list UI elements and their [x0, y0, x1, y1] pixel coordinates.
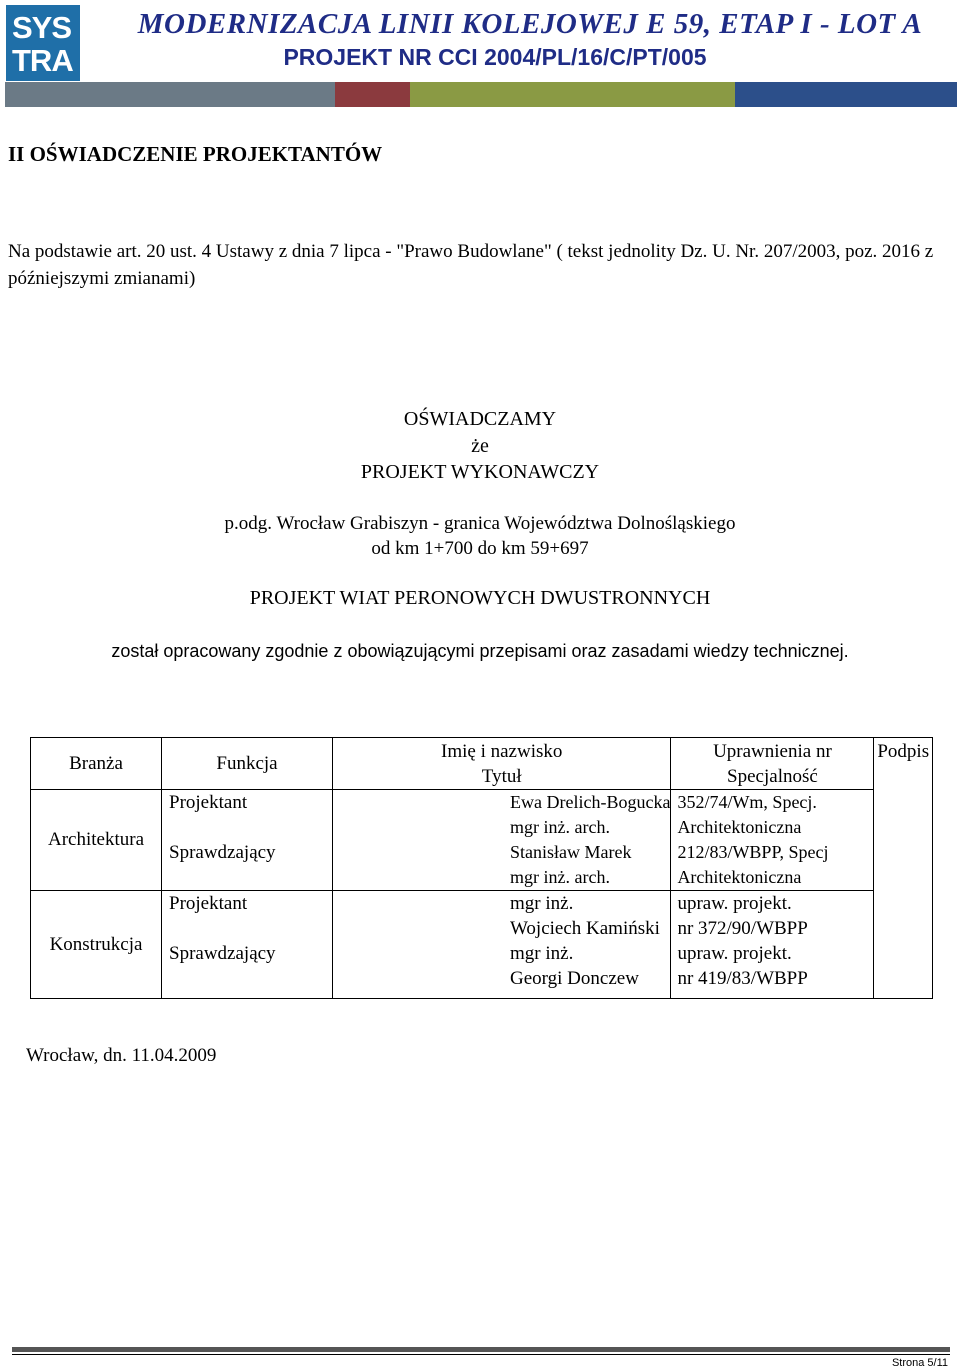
- header-bar-grey: [5, 82, 335, 107]
- logo-text-line2: TRA: [12, 43, 73, 78]
- footer-rule-thin: [12, 1354, 950, 1355]
- declaration-location: p.odg. Wrocław Grabiszyn - granica Województwa Dolnośląskiego: [224, 513, 736, 534]
- document-title: MODERNIZACJA LINII KOLEJOWEJ E 59, ETAP I - LOT A: [137, 8, 923, 40]
- declaration-line-2: że: [471, 435, 489, 457]
- branza-label: Architektura: [47, 829, 144, 850]
- name-line: Wojciech Kamiński: [510, 918, 660, 939]
- table-row-architektura: [31, 790, 933, 891]
- header-uprawnienia: [671, 738, 874, 790]
- title-line: mgr inż.: [510, 893, 574, 914]
- license-type: upraw. projekt.: [677, 943, 792, 964]
- license-specialty: Architektoniczna: [677, 867, 802, 887]
- license-number: nr 419/83/WBPP: [677, 968, 808, 989]
- branza-label: Konstrukcja: [49, 933, 143, 955]
- title-line: mgr inż. arch.: [510, 817, 610, 837]
- place-and-date: Wrocław, dn. 11.04.2009: [26, 1045, 217, 1066]
- funkcja-sprawdzajacy: Sprawdzający: [169, 943, 276, 964]
- project-number: PROJEKT NR CCI 2004/PL/16/C/PT/005: [283, 44, 707, 70]
- branza-architektura: [31, 790, 162, 891]
- legal-basis-text: Na podstawie art. 20 ust. 4 Ustawy z dnia 7 lipca - "Prawo Budowlane" ( tekst jednolity Dz. U. Nr. 207/2003, poz. 2016 z późniejszymi zmianami): [8, 241, 934, 289]
- name-cell: [333, 891, 671, 999]
- header-imie: [333, 738, 671, 790]
- branza-konstrukcja: [31, 891, 162, 999]
- declaration-line-3: PROJEKT WYKONAWCZY: [360, 461, 600, 483]
- header-branza: [31, 738, 162, 790]
- header-funkcja: [162, 738, 333, 790]
- funkcja-projektant: Projektant: [169, 792, 248, 813]
- license-number: 352/74/Wm, Specj.: [677, 792, 817, 812]
- header-imie-label: Imię i nazwisko: [441, 741, 563, 762]
- header-funkcja-label: Funkcja: [216, 752, 278, 774]
- declaration-project-name: PROJEKT WIAT PERONOWYCH DWUSTRONNYCH: [249, 587, 711, 609]
- systra-logo: [6, 5, 80, 81]
- license-specialty: Architektoniczna: [677, 817, 802, 837]
- header-podpis: [874, 738, 933, 999]
- page-number: Strona 5/11: [891, 1357, 948, 1369]
- license-type: upraw. projekt.: [677, 893, 792, 914]
- title-line: mgr inż.: [510, 943, 574, 964]
- header-tytul-label: Tytuł: [481, 766, 522, 787]
- title-line: mgr inż. arch.: [510, 867, 610, 887]
- header-bar-green: [410, 82, 735, 107]
- license-number: 212/83/WBPP, Specj: [677, 842, 829, 862]
- funkcja-cell: [162, 790, 333, 891]
- uprawnienia-cell: [671, 891, 874, 999]
- license-number: nr 372/90/WBPP: [677, 918, 808, 939]
- funkcja-sprawdzajacy: Sprawdzający: [169, 842, 276, 863]
- table-header-row: [31, 738, 933, 790]
- funkcja-cell: [162, 891, 333, 999]
- header-podpis-label: Podpis: [877, 741, 930, 762]
- declaration-line-1: OŚWIADCZAMY: [403, 408, 557, 430]
- name-line: Georgi Donczew: [510, 968, 639, 989]
- name-line: Stanisław Marek: [510, 842, 632, 862]
- header-bar-red: [335, 82, 410, 107]
- footer-rule: [12, 1347, 950, 1352]
- logo-text-line1: SYS: [12, 10, 72, 45]
- name-line: Ewa Drelich-Bogucka: [510, 792, 671, 812]
- header-uprawnienia-label: Uprawnienia nr: [713, 741, 832, 762]
- declaration-km-range: od km 1+700 do km 59+697: [371, 538, 589, 559]
- uprawnienia-cell: [671, 790, 874, 891]
- funkcja-projektant: Projektant: [169, 893, 248, 914]
- name-cell: [333, 790, 671, 891]
- section-heading: II OŚWIADCZENIE PROJEKTANTÓW: [8, 142, 383, 166]
- header-branza-label: Branża: [69, 752, 123, 774]
- header-specjalnosc-label: Specjalność: [727, 766, 818, 787]
- designers-table: [30, 737, 933, 999]
- header-bar-blue: [735, 82, 957, 107]
- declaration-conclusion: został opracowany zgodnie z obowiązującymi przepisami oraz zasadami wiedzy technicznej.: [111, 641, 849, 661]
- table-row-konstrukcja: [31, 891, 933, 999]
